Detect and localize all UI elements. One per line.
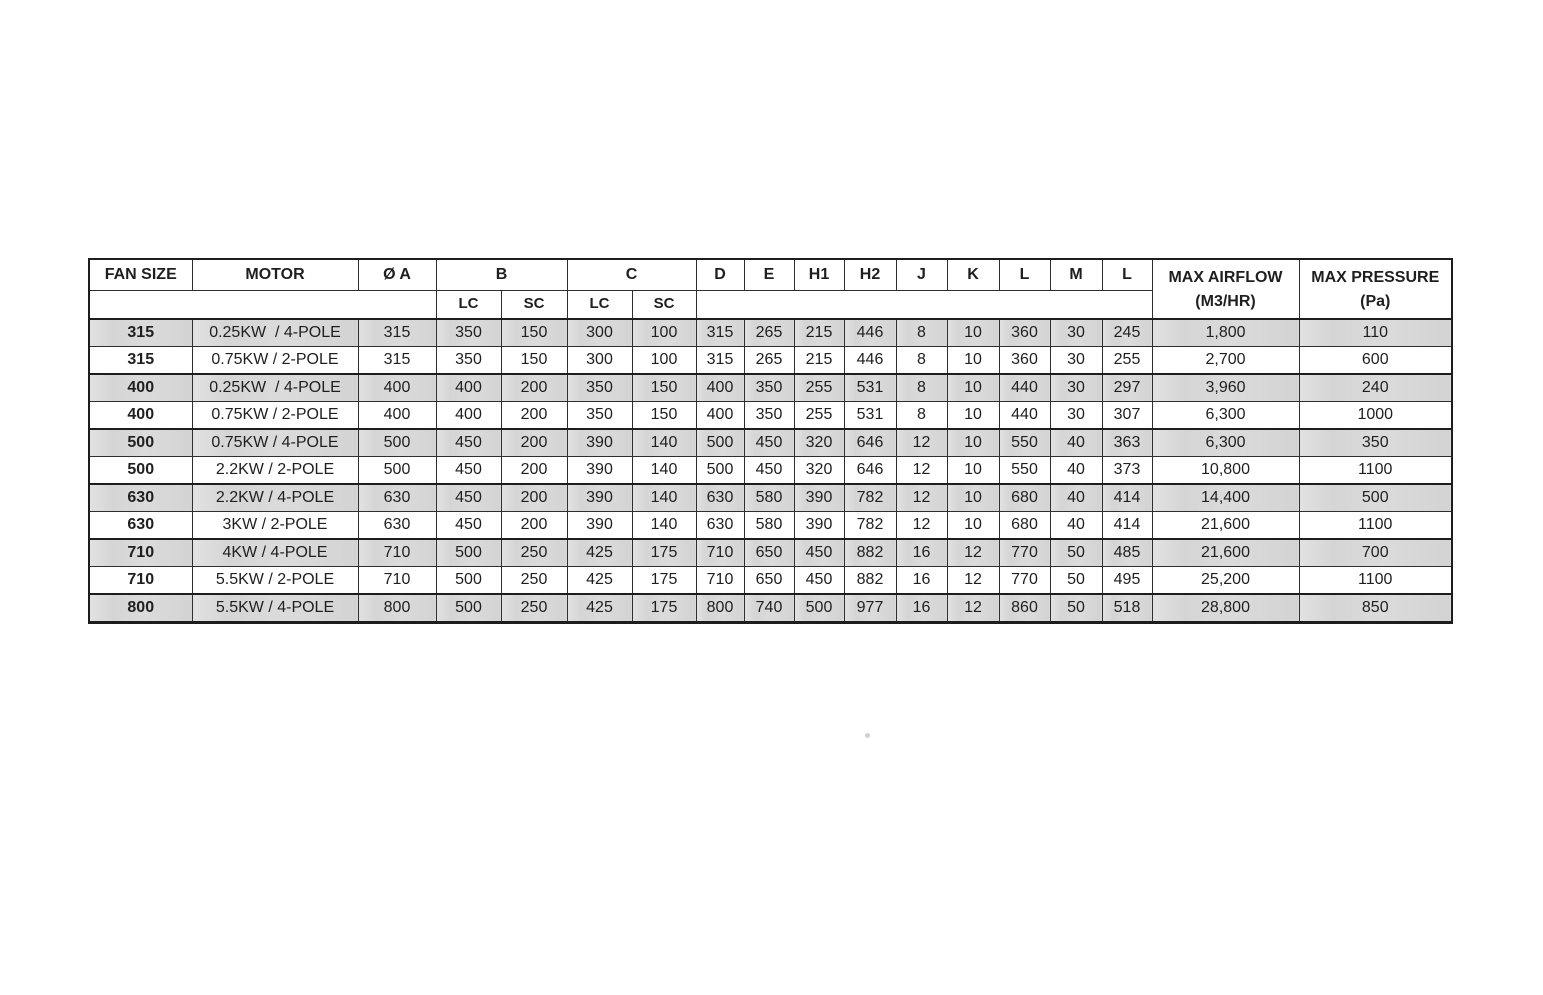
cell-dia_a: 315 — [358, 347, 436, 375]
col-header-k: K — [947, 259, 999, 291]
cell-b_lc: 500 — [436, 539, 501, 567]
col-header-b: B — [436, 259, 567, 291]
cell-l2: 297 — [1102, 374, 1152, 402]
cell-k: 10 — [947, 512, 999, 540]
col-header-l2: L — [1102, 259, 1152, 291]
cell-d: 630 — [696, 512, 744, 540]
cell-d: 710 — [696, 539, 744, 567]
cell-e: 740 — [744, 594, 794, 623]
cell-k: 10 — [947, 402, 999, 430]
cell-h1: 390 — [794, 512, 844, 540]
col-header-b-sc: SC — [501, 291, 567, 320]
cell-c_lc: 390 — [567, 429, 632, 457]
cell-c_sc: 140 — [632, 512, 696, 540]
cell-c_lc: 300 — [567, 347, 632, 375]
cell-dia_a: 315 — [358, 319, 436, 347]
cell-c_lc: 425 — [567, 594, 632, 623]
table-row — [89, 539, 1452, 567]
cell-h1: 255 — [794, 402, 844, 430]
table-row — [89, 402, 1452, 430]
cell-b_sc: 150 — [501, 347, 567, 375]
cell-motor: 5.5KW / 4-POLE — [192, 594, 358, 623]
cell-h2: 646 — [844, 457, 896, 485]
cell-b_lc: 400 — [436, 402, 501, 430]
cell-j: 8 — [896, 402, 947, 430]
cell-l: 440 — [999, 374, 1050, 402]
cell-motor: 3KW / 2-POLE — [192, 512, 358, 540]
cell-airflow: 1,800 — [1152, 319, 1299, 347]
cell-b_sc: 150 — [501, 319, 567, 347]
cell-b_lc: 450 — [436, 512, 501, 540]
cell-dia_a: 800 — [358, 594, 436, 623]
cell-b_lc: 450 — [436, 457, 501, 485]
cell-m: 30 — [1050, 347, 1102, 375]
cell-c_sc: 140 — [632, 484, 696, 512]
cell-j: 8 — [896, 319, 947, 347]
cell-fan_size: 500 — [89, 457, 192, 485]
cell-b_sc: 200 — [501, 512, 567, 540]
cell-d: 400 — [696, 402, 744, 430]
cell-m: 30 — [1050, 402, 1102, 430]
cell-b_sc: 200 — [501, 429, 567, 457]
cell-pressure: 850 — [1299, 594, 1452, 623]
col-header-motor: MOTOR — [192, 259, 358, 291]
cell-c_lc: 390 — [567, 484, 632, 512]
cell-airflow: 3,960 — [1152, 374, 1299, 402]
cell-m: 50 — [1050, 539, 1102, 567]
table-row — [89, 429, 1452, 457]
col-header-h1: H1 — [794, 259, 844, 291]
col-header-fan-size: FAN SIZE — [89, 259, 192, 291]
cell-b_lc: 350 — [436, 347, 501, 375]
cell-motor: 0.75KW / 2-POLE — [192, 402, 358, 430]
cell-dia_a: 710 — [358, 567, 436, 595]
col-header-c: C — [567, 259, 696, 291]
cell-airflow: 6,300 — [1152, 402, 1299, 430]
cell-motor: 2.2KW / 4-POLE — [192, 484, 358, 512]
table-row — [89, 374, 1452, 402]
table-row — [89, 567, 1452, 595]
cell-fan_size: 800 — [89, 594, 192, 623]
cell-k: 12 — [947, 594, 999, 623]
col-header-b-lc: LC — [436, 291, 501, 320]
cell-dia_a: 630 — [358, 484, 436, 512]
cell-pressure: 700 — [1299, 539, 1452, 567]
table-row — [89, 319, 1452, 347]
cell-m: 40 — [1050, 457, 1102, 485]
cell-airflow: 10,800 — [1152, 457, 1299, 485]
cell-c_sc: 175 — [632, 539, 696, 567]
cell-b_sc: 200 — [501, 484, 567, 512]
cell-b_lc: 450 — [436, 429, 501, 457]
cell-c_sc: 100 — [632, 319, 696, 347]
cell-fan_size: 315 — [89, 347, 192, 375]
table-row — [89, 484, 1452, 512]
cell-l: 360 — [999, 347, 1050, 375]
cell-motor: 0.75KW / 4-POLE — [192, 429, 358, 457]
cell-d: 400 — [696, 374, 744, 402]
cell-b_lc: 500 — [436, 594, 501, 623]
cell-l2: 485 — [1102, 539, 1152, 567]
cell-fan_size: 400 — [89, 374, 192, 402]
cell-m: 40 — [1050, 484, 1102, 512]
cell-pressure: 350 — [1299, 429, 1452, 457]
cell-j: 8 — [896, 374, 947, 402]
cell-e: 350 — [744, 374, 794, 402]
cell-motor: 0.75KW / 2-POLE — [192, 347, 358, 375]
cell-l: 680 — [999, 484, 1050, 512]
cell-l2: 373 — [1102, 457, 1152, 485]
cell-j: 16 — [896, 594, 947, 623]
cell-k: 10 — [947, 347, 999, 375]
cell-l2: 414 — [1102, 484, 1152, 512]
cell-b_sc: 250 — [501, 539, 567, 567]
cell-k: 10 — [947, 319, 999, 347]
cell-c_sc: 175 — [632, 594, 696, 623]
cell-l: 550 — [999, 429, 1050, 457]
cell-m: 40 — [1050, 429, 1102, 457]
cell-fan_size: 400 — [89, 402, 192, 430]
cell-e: 265 — [744, 319, 794, 347]
cell-h1: 215 — [794, 319, 844, 347]
col-header-dia-a: Ø A — [358, 259, 436, 291]
cell-motor: 0.25KW / 4-POLE — [192, 319, 358, 347]
cell-b_sc: 250 — [501, 594, 567, 623]
cell-fan_size: 630 — [89, 512, 192, 540]
cell-c_sc: 150 — [632, 402, 696, 430]
col-header-max-pressure — [1299, 259, 1452, 319]
cell-l: 360 — [999, 319, 1050, 347]
cell-c_lc: 390 — [567, 512, 632, 540]
cell-d: 500 — [696, 429, 744, 457]
table-row — [89, 347, 1452, 375]
cell-h1: 390 — [794, 484, 844, 512]
cell-l: 770 — [999, 567, 1050, 595]
cell-c_lc: 300 — [567, 319, 632, 347]
table-row — [89, 457, 1452, 485]
cell-k: 10 — [947, 484, 999, 512]
max-airflow-unit: (M3/HR) — [1195, 293, 1256, 310]
cell-k: 12 — [947, 567, 999, 595]
cell-b_sc: 200 — [501, 402, 567, 430]
cell-j: 12 — [896, 457, 947, 485]
cell-pressure: 1000 — [1299, 402, 1452, 430]
cell-airflow: 21,600 — [1152, 512, 1299, 540]
cell-h2: 977 — [844, 594, 896, 623]
cell-m: 30 — [1050, 319, 1102, 347]
cell-airflow: 6,300 — [1152, 429, 1299, 457]
cell-h1: 450 — [794, 539, 844, 567]
cell-motor: 2.2KW / 2-POLE — [192, 457, 358, 485]
cell-dia_a: 630 — [358, 512, 436, 540]
cell-h1: 255 — [794, 374, 844, 402]
cell-airflow: 28,800 — [1152, 594, 1299, 623]
cell-fan_size: 710 — [89, 567, 192, 595]
cell-h2: 446 — [844, 319, 896, 347]
cell-b_sc: 250 — [501, 567, 567, 595]
cell-airflow: 25,200 — [1152, 567, 1299, 595]
cell-k: 12 — [947, 539, 999, 567]
cell-l: 440 — [999, 402, 1050, 430]
cell-b_lc: 350 — [436, 319, 501, 347]
cell-l2: 518 — [1102, 594, 1152, 623]
cell-fan_size: 630 — [89, 484, 192, 512]
cell-j: 16 — [896, 539, 947, 567]
cell-d: 630 — [696, 484, 744, 512]
cell-l: 550 — [999, 457, 1050, 485]
cell-l: 770 — [999, 539, 1050, 567]
max-pressure-unit: (Pa) — [1360, 293, 1391, 310]
cell-e: 650 — [744, 539, 794, 567]
cell-fan_size: 500 — [89, 429, 192, 457]
col-header-d: D — [696, 259, 744, 291]
cell-e: 265 — [744, 347, 794, 375]
table-header — [89, 259, 1452, 319]
header-spacer-left — [89, 291, 436, 320]
col-header-j: J — [896, 259, 947, 291]
cell-h2: 531 — [844, 374, 896, 402]
cell-j: 16 — [896, 567, 947, 595]
cell-c_sc: 140 — [632, 457, 696, 485]
max-airflow-label: MAX AIRFLOW — [1168, 269, 1283, 287]
cell-k: 10 — [947, 457, 999, 485]
cell-c_lc: 350 — [567, 402, 632, 430]
cell-l2: 495 — [1102, 567, 1152, 595]
cell-fan_size: 315 — [89, 319, 192, 347]
cell-h2: 782 — [844, 484, 896, 512]
cell-h2: 531 — [844, 402, 896, 430]
cell-c_lc: 390 — [567, 457, 632, 485]
cell-l2: 414 — [1102, 512, 1152, 540]
col-header-l: L — [999, 259, 1050, 291]
cell-e: 580 — [744, 512, 794, 540]
cell-c_sc: 100 — [632, 347, 696, 375]
cell-e: 580 — [744, 484, 794, 512]
cell-j: 12 — [896, 429, 947, 457]
cell-e: 650 — [744, 567, 794, 595]
col-header-max-airflow — [1152, 259, 1299, 319]
cell-l: 860 — [999, 594, 1050, 623]
cell-pressure: 240 — [1299, 374, 1452, 402]
cell-e: 450 — [744, 429, 794, 457]
cell-c_sc: 175 — [632, 567, 696, 595]
fan-spec-table — [88, 258, 1453, 624]
cell-pressure: 1100 — [1299, 567, 1452, 595]
cell-h2: 882 — [844, 567, 896, 595]
cell-airflow: 14,400 — [1152, 484, 1299, 512]
cell-dia_a: 500 — [358, 457, 436, 485]
cell-d: 315 — [696, 347, 744, 375]
cell-l2: 255 — [1102, 347, 1152, 375]
cell-b_lc: 450 — [436, 484, 501, 512]
cell-j: 12 — [896, 512, 947, 540]
cell-m: 40 — [1050, 512, 1102, 540]
cell-m: 50 — [1050, 567, 1102, 595]
cell-pressure: 600 — [1299, 347, 1452, 375]
table-row — [89, 594, 1452, 623]
cell-d: 800 — [696, 594, 744, 623]
cell-m: 50 — [1050, 594, 1102, 623]
cell-h1: 450 — [794, 567, 844, 595]
max-pressure-label: MAX PRESSURE — [1311, 269, 1440, 287]
cell-l2: 307 — [1102, 402, 1152, 430]
cell-h2: 882 — [844, 539, 896, 567]
col-header-m: M — [1050, 259, 1102, 291]
cell-d: 710 — [696, 567, 744, 595]
cell-h2: 646 — [844, 429, 896, 457]
cell-motor: 0.25KW / 4-POLE — [192, 374, 358, 402]
cell-pressure: 500 — [1299, 484, 1452, 512]
table-row — [89, 512, 1452, 540]
cell-m: 30 — [1050, 374, 1102, 402]
cell-b_sc: 200 — [501, 457, 567, 485]
cell-c_sc: 150 — [632, 374, 696, 402]
cell-k: 10 — [947, 374, 999, 402]
cell-b_lc: 400 — [436, 374, 501, 402]
cell-b_lc: 500 — [436, 567, 501, 595]
cell-motor: 4KW / 4-POLE — [192, 539, 358, 567]
cell-j: 12 — [896, 484, 947, 512]
cell-h1: 500 — [794, 594, 844, 623]
cell-h1: 320 — [794, 457, 844, 485]
cell-d: 500 — [696, 457, 744, 485]
scan-artifact — [865, 733, 870, 738]
cell-dia_a: 710 — [358, 539, 436, 567]
cell-h1: 320 — [794, 429, 844, 457]
cell-l2: 245 — [1102, 319, 1152, 347]
cell-c_lc: 425 — [567, 567, 632, 595]
col-header-c-lc: LC — [567, 291, 632, 320]
cell-h1: 215 — [794, 347, 844, 375]
cell-dia_a: 400 — [358, 402, 436, 430]
cell-fan_size: 710 — [89, 539, 192, 567]
cell-pressure: 110 — [1299, 319, 1452, 347]
col-header-h2: H2 — [844, 259, 896, 291]
cell-h2: 782 — [844, 512, 896, 540]
cell-dia_a: 400 — [358, 374, 436, 402]
cell-pressure: 1100 — [1299, 512, 1452, 540]
cell-c_lc: 350 — [567, 374, 632, 402]
col-header-e: E — [744, 259, 794, 291]
cell-dia_a: 500 — [358, 429, 436, 457]
cell-pressure: 1100 — [1299, 457, 1452, 485]
cell-d: 315 — [696, 319, 744, 347]
cell-c_sc: 140 — [632, 429, 696, 457]
cell-l: 680 — [999, 512, 1050, 540]
cell-airflow: 21,600 — [1152, 539, 1299, 567]
cell-l2: 363 — [1102, 429, 1152, 457]
cell-motor: 5.5KW / 2-POLE — [192, 567, 358, 595]
cell-k: 10 — [947, 429, 999, 457]
cell-b_sc: 200 — [501, 374, 567, 402]
col-header-c-sc: SC — [632, 291, 696, 320]
cell-airflow: 2,700 — [1152, 347, 1299, 375]
table-body — [89, 319, 1452, 623]
cell-h2: 446 — [844, 347, 896, 375]
cell-j: 8 — [896, 347, 947, 375]
cell-c_lc: 425 — [567, 539, 632, 567]
cell-e: 450 — [744, 457, 794, 485]
cell-e: 350 — [744, 402, 794, 430]
header-spacer-right — [696, 291, 1152, 320]
